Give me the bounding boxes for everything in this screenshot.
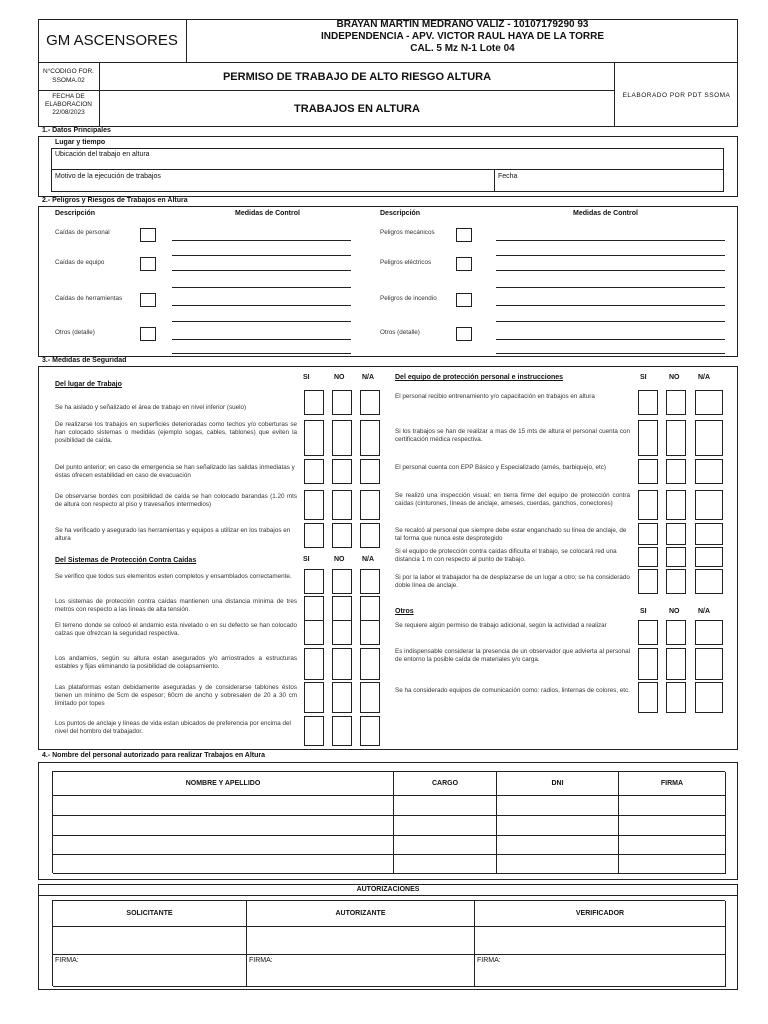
answer-no[interactable] xyxy=(666,420,686,456)
answer-na[interactable] xyxy=(360,459,380,484)
answer-na[interactable] xyxy=(695,569,723,594)
hazard-label: Caídas de equipo xyxy=(55,259,105,266)
answer-no[interactable] xyxy=(332,420,352,456)
dni-cell[interactable] xyxy=(497,836,619,855)
cargo-cell[interactable] xyxy=(394,855,497,874)
hazard-checkbox[interactable] xyxy=(140,327,156,341)
answer-si[interactable] xyxy=(638,682,658,713)
hazard-label: Peligros de incendio xyxy=(380,295,437,302)
answer-no[interactable] xyxy=(332,682,352,713)
name-cell[interactable] xyxy=(53,855,394,874)
firma-cell[interactable] xyxy=(619,796,726,816)
col-desc-left: Descripción xyxy=(55,210,96,217)
answer-na[interactable] xyxy=(695,523,723,545)
answer-si[interactable] xyxy=(638,490,658,520)
col-autorizante: AUTORIZANTE xyxy=(247,901,475,927)
answer-no[interactable] xyxy=(332,490,352,520)
firma-label: FIRMA: xyxy=(477,957,501,964)
answer-si[interactable] xyxy=(638,547,658,567)
control-line[interactable] xyxy=(496,321,725,322)
answer-si[interactable] xyxy=(304,569,324,594)
answer-si[interactable] xyxy=(304,648,324,680)
sistemas-item: Las plataformas estan debidamente aseguradas y de considerarse tablones éstos tienen un mínimo de 5cm de espesor; 60cm de ancho y sobresalen de 20 a 30 cm limitado por topes xyxy=(55,684,297,707)
address-line-1: BRAYAN MARTIN MEDRANO VALIZ - 10107179290 93 xyxy=(336,19,589,30)
answer-no[interactable] xyxy=(666,490,686,520)
answer-na[interactable] xyxy=(695,682,723,713)
company-name: GM ASCENSORES xyxy=(38,19,187,63)
cargo-cell[interactable] xyxy=(394,836,497,855)
dni-cell[interactable] xyxy=(497,816,619,836)
answer-no[interactable] xyxy=(332,459,352,484)
hazard-label: Otros (detalle) xyxy=(380,329,420,336)
lugar-item: Del punto anterior; en caso de emergencia se han señalizado las salidas inmediatas y éstas ofrecen estabilidad en caso de evacuación xyxy=(55,464,295,479)
hazard-checkbox[interactable] xyxy=(140,228,156,242)
answer-na[interactable] xyxy=(695,459,723,484)
company-address xyxy=(187,19,738,63)
solicitante-signature-cell[interactable] xyxy=(53,955,247,987)
answer-si[interactable] xyxy=(638,648,658,680)
sistemas-item: Se verifico que todos sus elementos esten completos y ensamblados correctamente. xyxy=(55,573,292,580)
control-line[interactable] xyxy=(496,287,725,288)
section4-title: 4.- Nombre del personal autorizado para realizar Trabajos en Altura xyxy=(42,752,266,759)
answer-na[interactable] xyxy=(695,620,723,645)
answer-si[interactable] xyxy=(638,459,658,484)
lugar-item: De observarse bordes con posibilidad de caída se han colocado barandas (1.20 mts de altura con respecto al piso y travesaños intermedios) xyxy=(55,493,297,508)
answer-si[interactable] xyxy=(304,596,324,621)
control-line[interactable] xyxy=(172,270,351,271)
control-line[interactable] xyxy=(172,240,351,241)
answer-no[interactable] xyxy=(666,459,686,484)
control-line[interactable] xyxy=(172,339,351,340)
autorizante-signature-cell[interactable] xyxy=(247,955,475,987)
hazard-checkbox[interactable] xyxy=(456,327,472,341)
solicitante-name-cell[interactable] xyxy=(53,927,247,955)
hazard-checkbox[interactable] xyxy=(456,257,472,271)
col-na: N/A xyxy=(362,556,375,563)
dni-cell[interactable] xyxy=(497,855,619,874)
col-na: N/A xyxy=(698,608,711,615)
lugar-item: Se ha aislado y señalizado el área de trabajo en nivel inferior (suelo) xyxy=(55,404,247,411)
col-no: NO xyxy=(334,556,345,563)
autorizante-name-cell[interactable] xyxy=(247,927,475,955)
answer-no[interactable] xyxy=(332,569,352,594)
hazard-checkbox[interactable] xyxy=(456,293,472,307)
answer-na[interactable] xyxy=(360,490,380,520)
answer-si[interactable] xyxy=(638,569,658,594)
answer-no[interactable] xyxy=(332,716,352,746)
col-ctrl-left: Medidas de Control xyxy=(235,210,300,217)
section2-title: 2.- Peligros y Riesgos de Trabajos en Altura xyxy=(42,197,188,204)
col-firma: FIRMA xyxy=(619,772,726,796)
epp-item: El personal recibio entrenamiento y/o capacitación en trabajos en altura xyxy=(395,393,595,400)
otros-item: Se requiere algún permiso de trabajo adicional, según la actividad a realizar xyxy=(395,622,607,629)
answer-si[interactable] xyxy=(304,523,324,548)
answer-si[interactable] xyxy=(638,390,658,415)
auth-table xyxy=(52,900,725,986)
sistemas-item: Los puntos de anclaje y líneas de vida estan ubicados de preferencia por encima del nivel del hombro del trabajador. xyxy=(55,720,291,735)
col-name: NOMBRE Y APELLIDO xyxy=(53,772,394,796)
col-si: SI xyxy=(303,556,310,563)
control-line[interactable] xyxy=(496,353,725,354)
control-line[interactable] xyxy=(172,305,351,306)
answer-si[interactable] xyxy=(638,420,658,456)
answer-no[interactable] xyxy=(332,523,352,548)
answer-no[interactable] xyxy=(666,620,686,645)
hazard-label: Caídas de herramientas xyxy=(55,295,123,302)
answer-na[interactable] xyxy=(360,390,380,415)
cargo-cell[interactable] xyxy=(394,796,497,816)
firma-label: FIRMA: xyxy=(55,957,79,964)
answer-na[interactable] xyxy=(695,490,723,520)
epp-item: Se recalcó al personal que siempre debe estar enganchado su línea de anclaje, de tal forma que nunca este desprotegido xyxy=(395,527,627,542)
lugar-item: De realizarse los trabajos en superficies deterioradas como techos y/o coberturas se han colocado sistemas o medidas (ejemplo sogas, cables, tablones) que eviten la posibilidad de caída. xyxy=(55,421,297,444)
hazard-label: Otros (detalle) xyxy=(55,329,95,336)
date-label: FECHA DE ELABORACION xyxy=(45,93,92,108)
col-na: N/A xyxy=(698,374,711,381)
answer-si[interactable] xyxy=(638,523,658,545)
sistemas-item: El terreno donde se colocó el andamio esta nivelado o en su defecto se han colocado calzas que ofrezcan la seguridad respectiva. xyxy=(55,622,297,637)
otros-item: Es indispensable considerar la presencia de un observador que advierta al personal de entorno la posible caída de materiales y/o carga. xyxy=(395,648,630,663)
control-line[interactable] xyxy=(496,255,725,256)
epp-item: Si el equipo de protección contra caídas dificulta el trabajo, se colocará red una distancia 1 m con respecto al punto de trabajo. xyxy=(395,548,617,563)
personnel-table xyxy=(52,771,725,873)
date-field[interactable] xyxy=(495,170,724,192)
answer-na[interactable] xyxy=(360,648,380,680)
col-si: SI xyxy=(640,374,647,381)
sistemas-item: Los andamios, según su altura estan asegurados y/o arriostrados a estructuras estables y fijas eliminando la posibilidad de colapsamiento. xyxy=(55,655,297,670)
answer-na[interactable] xyxy=(360,420,380,456)
col-cargo: CARGO xyxy=(394,772,497,796)
control-line[interactable] xyxy=(496,305,725,306)
answer-si[interactable] xyxy=(304,390,324,415)
answer-no[interactable] xyxy=(666,569,686,594)
answer-si[interactable] xyxy=(304,459,324,484)
verificador-name-cell[interactable] xyxy=(475,927,726,955)
answer-no[interactable] xyxy=(332,390,352,415)
address-line-2: INDEPENDENCIA - APV. VICTOR RAUL HAYA DE LA TORRE xyxy=(320,31,604,42)
location-row[interactable] xyxy=(51,148,724,170)
answer-na[interactable] xyxy=(360,569,380,594)
control-line[interactable] xyxy=(496,240,725,241)
cargo-cell[interactable] xyxy=(394,816,497,836)
answer-no[interactable] xyxy=(666,648,686,680)
control-line[interactable] xyxy=(172,287,351,288)
answer-na[interactable] xyxy=(695,420,723,456)
col-no: NO xyxy=(334,374,345,381)
answer-na[interactable] xyxy=(695,547,723,567)
answer-no[interactable] xyxy=(666,547,686,567)
lugar-title: Del lugar de Trabajo xyxy=(55,381,122,388)
epp-title: Del equipo de protección personal e instrucciones xyxy=(395,374,564,381)
hazard-checkbox[interactable] xyxy=(140,257,156,271)
answer-na[interactable] xyxy=(360,596,380,621)
control-line[interactable] xyxy=(172,353,351,354)
answer-na[interactable] xyxy=(360,523,380,548)
hazard-checkbox[interactable] xyxy=(456,228,472,242)
answer-si[interactable] xyxy=(304,420,324,456)
answer-na[interactable] xyxy=(695,648,723,680)
col-no: NO xyxy=(669,608,680,615)
answer-na[interactable] xyxy=(360,716,380,746)
sistemas-item: Los sistemas de protección contra caídas mantienen una distancia mínima de tres metros con respecto a las líneas de alta tensión. xyxy=(55,598,297,613)
reason-row[interactable] xyxy=(51,170,495,192)
answer-si[interactable] xyxy=(304,620,324,645)
elaborated-by: ELABORADO POR PDT SSOMA xyxy=(622,91,731,99)
answer-no[interactable] xyxy=(666,523,686,545)
lugar-item: Se ha verificado y asegurado las herramientas y equipos a utilizar en los trabajos en altura xyxy=(55,527,291,542)
epp-item: Si por la labor el trabajador ha de desplazarse de un lugar a otro; se ha considerado doble línea de anclaje. xyxy=(395,574,630,589)
date-field-label: Fecha xyxy=(498,173,518,180)
permit-title: PERMISO DE TRABAJO DE ALTO RIESGO ALTURA xyxy=(100,63,615,91)
name-cell[interactable] xyxy=(53,836,394,855)
epp-item: Se realizó una inspección visual; en tierra firme del equipo de protección contra caídas (cinturones, líneas de anclaje, arneses, cuerdas, ganchos, conectores) xyxy=(395,492,630,507)
date-cell xyxy=(38,91,100,127)
section3-title: 3.- Medidas de Seguridad xyxy=(42,357,127,364)
answer-si[interactable] xyxy=(304,490,324,520)
section1-title: 1.- Datos Principales xyxy=(42,127,111,134)
verificador-signature-cell[interactable] xyxy=(475,955,726,987)
permit-subtitle: TRABAJOS EN ALTURA xyxy=(100,91,615,127)
answer-si[interactable] xyxy=(304,682,324,713)
col-si: SI xyxy=(640,608,647,615)
control-line[interactable] xyxy=(172,321,351,322)
col-na: N/A xyxy=(362,374,375,381)
control-line[interactable] xyxy=(496,270,725,271)
answer-si[interactable] xyxy=(638,620,658,645)
code-label: N°CODIGO FOR. SSOMA.02 xyxy=(38,63,100,91)
firma-cell[interactable] xyxy=(619,836,726,855)
reason-label: Motivo de la ejecución de trabajos xyxy=(55,173,161,180)
answer-no[interactable] xyxy=(332,596,352,621)
answer-no[interactable] xyxy=(332,620,352,645)
answer-no[interactable] xyxy=(332,648,352,680)
col-verificador: VERIFICADOR xyxy=(475,901,726,927)
auth-title: AUTORIZACIONES xyxy=(38,884,738,896)
location-label: Ubicación del trabajo en altura xyxy=(55,151,150,158)
firma-label: FIRMA: xyxy=(249,957,273,964)
epp-item: Si los trabajos se han de realizar a mas de 15 mts de altura el personal cuenta con certificación médica respectiva. xyxy=(395,428,630,443)
control-line[interactable] xyxy=(496,339,725,340)
place-time-label: Lugar y tiempo xyxy=(55,139,106,146)
hazard-label: Peligros eléctricos xyxy=(380,259,432,266)
dni-cell[interactable] xyxy=(497,796,619,816)
col-dni: DNI xyxy=(497,772,619,796)
answer-si[interactable] xyxy=(304,716,324,746)
control-line[interactable] xyxy=(172,255,351,256)
otros-title: Otros xyxy=(395,608,414,615)
firma-cell[interactable] xyxy=(619,816,726,836)
col-no: NO xyxy=(669,374,680,381)
col-solicitante: SOLICITANTE xyxy=(53,901,247,927)
hazard-label: Peligros mecánicos xyxy=(380,229,435,236)
hazard-label: Caídas de personal xyxy=(55,229,110,236)
answer-na[interactable] xyxy=(695,390,723,415)
answer-na[interactable] xyxy=(360,682,380,713)
name-cell[interactable] xyxy=(53,796,394,816)
address-line-3: CAL. 5 Mz N-1 Lote 04 xyxy=(410,43,515,54)
date-value: 22/08/2023 xyxy=(52,109,85,116)
answer-no[interactable] xyxy=(666,682,686,713)
col-ctrl-right: Medidas de Control xyxy=(573,210,638,217)
col-si: SI xyxy=(303,374,310,381)
sistemas-title: Del Sistemas de Protección Contra Caídas xyxy=(55,557,197,564)
firma-cell[interactable] xyxy=(619,855,726,874)
name-cell[interactable] xyxy=(53,816,394,836)
answer-no[interactable] xyxy=(666,390,686,415)
hazard-checkbox[interactable] xyxy=(140,293,156,307)
otros-item: Se ha considerado equipos de comunicación como: radios, linternas de colores, etc. xyxy=(395,687,630,694)
answer-na[interactable] xyxy=(360,620,380,645)
col-desc-right: Descripción xyxy=(380,210,421,217)
epp-item: El personal cuenta con EPP Básico y Especializado (arnés, barbiquejo, etc) xyxy=(395,464,606,471)
